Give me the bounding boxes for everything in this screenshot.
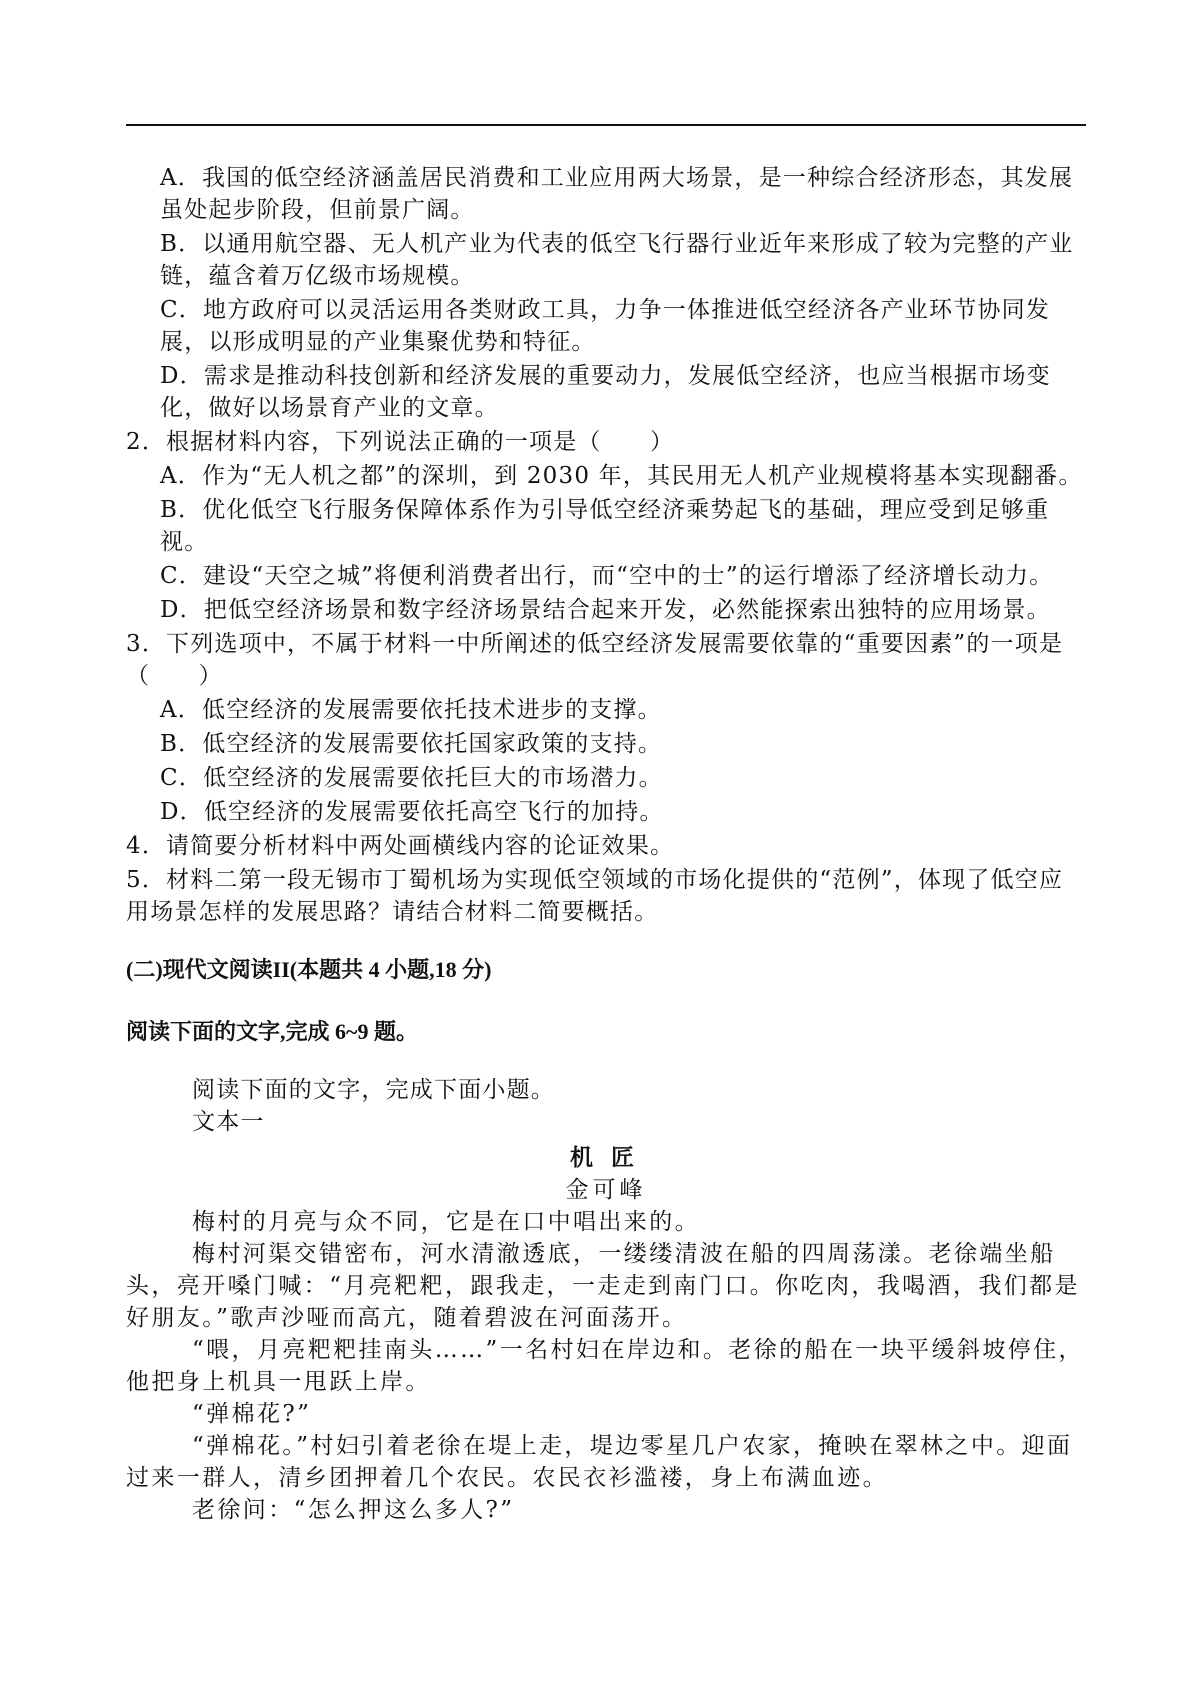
question-1-options (126, 162, 1086, 424)
q2-option-d: D．把低空经济场景和数字经济场景结合起来开发，必然能探索出独特的应用场景。 (160, 597, 1051, 623)
q2-option-c: C．建设“天空之城”将便利消费者出行，而“空中的士”的运行增添了经济增长动力。 (160, 563, 1054, 589)
q3-option-a: A．低空经济的发展需要依托技术进步的支撑。 (160, 697, 662, 723)
q1-option-c: C．地方政府可以灵活运用各类财政工具，力争一体推进低空经济各产业环节协同发展，以形成明显的产业集聚优势和特征。 (160, 297, 1050, 355)
q2-stem: 2．根据材料内容，下列说法正确的一项是（ ） (126, 429, 675, 455)
q3-option-b: B．低空经济的发展需要依托国家政策的支持。 (160, 731, 663, 757)
question-5: 5．材料二第一段无锡市丁蜀机场为实现低空领域的市场化提供的“范例”，体现了低空应用场景怎样的发展思路？请结合材料二简要概括。 (126, 867, 1064, 925)
story-author: 金可峰 (565, 1177, 647, 1203)
story-body (126, 1206, 1086, 1526)
story-title: 机匠 (570, 1144, 652, 1171)
story-paragraph: “弹棉花。”村妇引着老徐在堤上走，堤边零星几户农家，掩映在翠林之中。迎面过来一群人，清乡团押着几个农民。农民衣衫滥褛，身上布满血迹。 (126, 1433, 1073, 1491)
question-2 (126, 426, 1086, 626)
q3-option-d: D．低空经济的发展需要依托高空飞行的加持。 (160, 799, 664, 825)
q1-option-b: B．以通用航空器、无人机产业为代表的低空飞行器行业近年来形成了较为完整的产业链，蕴含着万亿级市场规模。 (160, 231, 1074, 289)
story-paragraph: 梅村河渠交错密布，河水清澈透底，一缕缕清波在船的四周荡漾。老徐端坐船头，亮开嗓门喊：“月亮粑粑，跟我走，一走走到南门口。你吃肉，我喝酒，我们都是好朋友。”歌声沙哑而高亢，随着碧波在河面荡开。 (126, 1241, 1080, 1331)
reading-intro: 阅读下面的文字，完成下面小题。 (192, 1077, 555, 1103)
question-4: 4．请简要分析材料中两处画横线内容的论证效果。 (126, 833, 675, 859)
q3-option-c: C．低空经济的发展需要依托巨大的市场潜力。 (160, 765, 663, 791)
story-paragraph: 老徐问：“怎么押这么多人?” (192, 1497, 515, 1523)
story-paragraph: “喂，月亮粑粑挂南头……”一名村妇在岸边和。老徐的船在一块平缓斜坡停住，他把身上机具一甩跃上岸。 (126, 1337, 1084, 1395)
q2-option-a: A．作为“无人机之都”的深圳，到 2030 年，其民用无人机产业规模将基本实现翻番。 (160, 463, 1083, 489)
exam-page-body (126, 162, 1086, 1526)
story-paragraph: 梅村的月亮与众不同，它是在口中唱出来的。 (192, 1209, 700, 1235)
story-paragraph: “弹棉花?” (192, 1401, 312, 1427)
section-heading: (二)现代文阅读II(本题共 4 小题,18 分) (126, 957, 492, 982)
header-rule (126, 124, 1086, 126)
q1-option-d: D．需求是推动科技创新和经济发展的重要动力，发展低空经济，也应当根据市场变化，做好以场景育产业的文章。 (160, 363, 1051, 421)
section-instruction: 阅读下面的文字,完成 6~9 题。 (126, 1019, 418, 1044)
text-label: 文本一 (192, 1109, 265, 1135)
q3-stem: 3．下列选项中，不属于材料一中所阐述的低空经济发展需要依靠的“重要因素”的一项是（ ） (126, 631, 1064, 689)
q2-option-b: B．优化低空飞行服务保障体系作为引导低空经济乘势起飞的基础，理应受到足够重视。 (160, 497, 1050, 555)
question-3 (126, 628, 1086, 828)
q1-option-a: A．我国的低空经济涵盖居民消费和工业应用两大场景，是一种综合经济形态，其发展虽处起步阶段，但前景广阔。 (160, 165, 1074, 223)
